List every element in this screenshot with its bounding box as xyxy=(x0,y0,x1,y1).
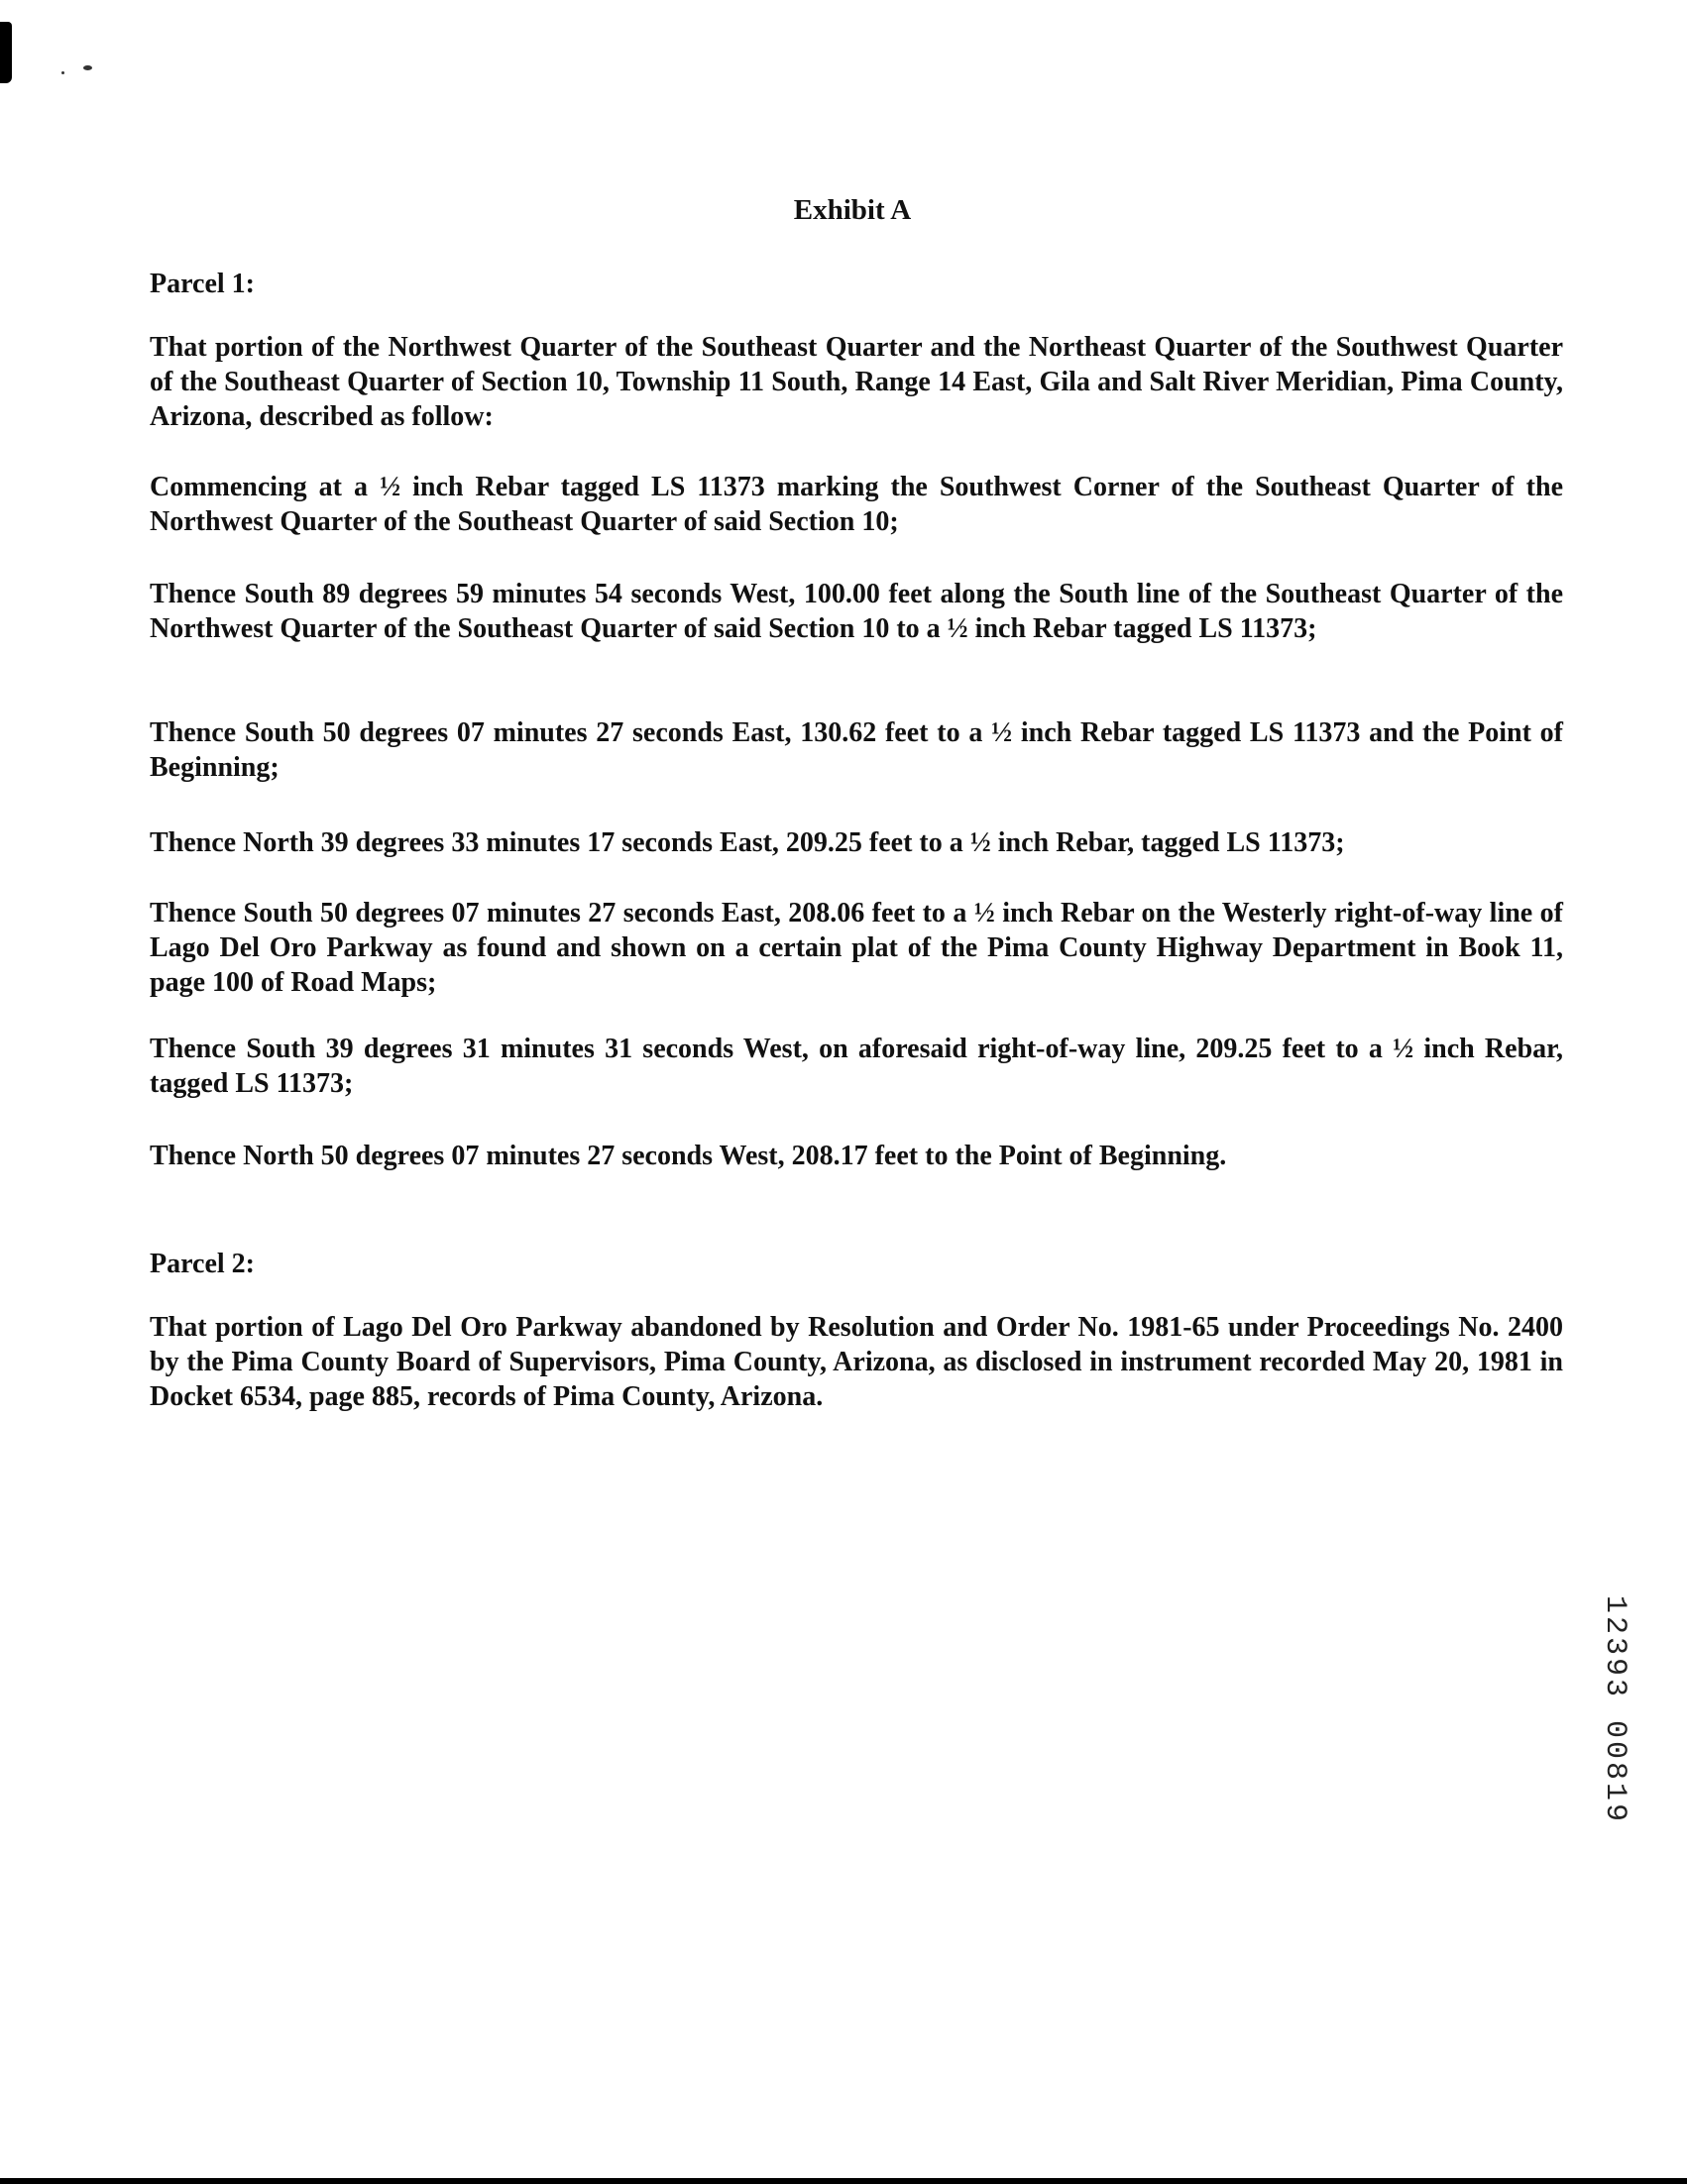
parcel-1-course-6: Thence North 50 degrees 07 minutes 27 seconds West, 208.17 feet to the Point of Beginning. xyxy=(150,1141,1227,1171)
parcel-2-heading: Parcel 2: xyxy=(150,1249,255,1279)
parcel-1-course-2: Thence South 50 degrees 07 minutes 27 seconds East, 130.62 feet to a ½ inch Rebar tagged LS 11373 and the Point of Beginning; xyxy=(150,717,1563,783)
scan-bottom-edge xyxy=(0,2178,1687,2184)
document-title: Exhibit A xyxy=(793,194,912,226)
scan-speck xyxy=(83,65,92,70)
parcel-1-course-3: Thence North 39 degrees 33 minutes 17 seconds East, 209.25 feet to a ½ inch Rebar, tagged LS 11373; xyxy=(150,827,1345,858)
parcel-1-course-1: Thence South 89 degrees 59 minutes 54 seconds West, 100.00 feet along the South line of the Southeast Quarter of the Northwest Quarter of the Southeast Quarter of said Section 10 to a ½ inch Rebar tagged LS 11373; xyxy=(150,579,1563,644)
parcel-1-description: That portion of the Northwest Quarter of the Southeast Quarter and the Northeast Quarter of the Southwest Quarter of the Southeast Quarter of Section 10, Township 11 South, Range 14 East, Gila and Salt River Meridian, Pima County, Arizona, described as follow: xyxy=(150,332,1563,432)
parcel-1-commencing: Commencing at a ½ inch Rebar tagged LS 11373 marking the Southwest Corner of the Southeast Quarter of the Northwest Quarter of the Southeast Quarter of said Section 10; xyxy=(150,472,1563,537)
parcel-2-description: That portion of Lago Del Oro Parkway abandoned by Resolution and Order No. 1981-65 under Proceedings No. 2400 by the Pima County Board of Supervisors, Pima County, Arizona, as disclosed in instrument recorded May 20, 1981 in Docket 6534, page 885, records of Pima County, Arizona. xyxy=(150,1312,1563,1412)
parcel-1-heading: Parcel 1: xyxy=(150,269,255,299)
recording-stamp xyxy=(1598,1595,1637,1873)
parcel-1-course-4: Thence South 50 degrees 07 minutes 27 seconds East, 208.06 feet to a ½ inch Rebar on the Westerly right-of-way line of Lago Del Oro Parkway as found and shown on a certain plat of the Pima County Highway Department in Book 11, page 100 of Road Maps; xyxy=(150,898,1563,998)
parcel-1-course-5: Thence South 39 degrees 31 minutes 31 seconds West, on aforesaid right-of-way line, 209.25 feet to a ½ inch Rebar, tagged LS 11373; xyxy=(150,1034,1563,1099)
scan-speck xyxy=(61,71,64,74)
scan-artifact-mark xyxy=(0,22,12,83)
recording-stamp-number: 12393 00819 xyxy=(1598,1595,1631,1825)
